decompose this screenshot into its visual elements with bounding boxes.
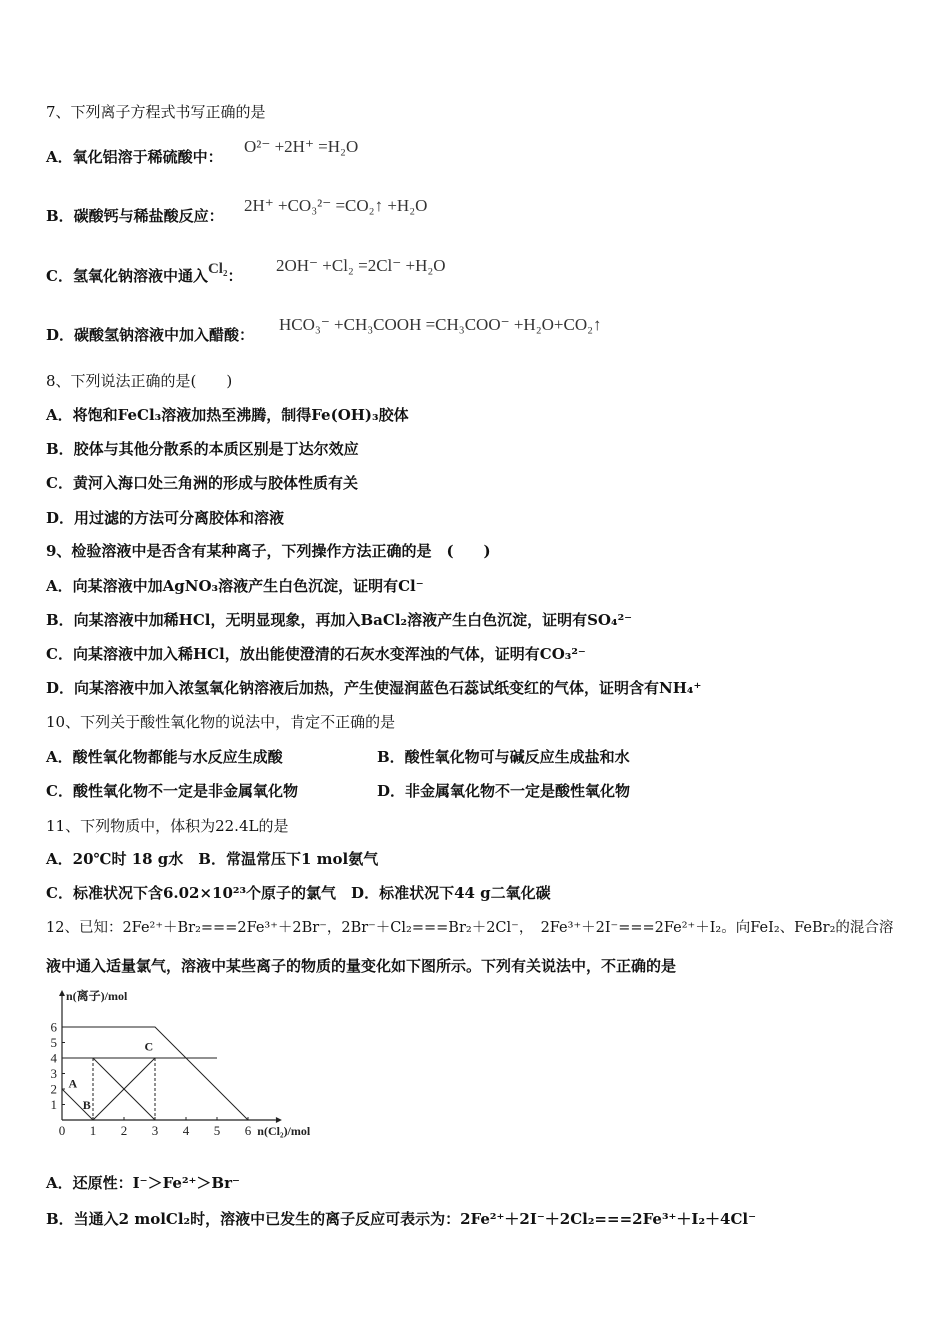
x-tick-label: 1: [89, 1123, 97, 1138]
point-label-B: B: [82, 1098, 91, 1113]
chart-axes: [51, 990, 282, 1138]
y-tick-label: 5: [50, 1035, 57, 1050]
q10-stem: 10、下列关于酸性氧化物的说法中，肯定不正确的是: [46, 713, 396, 731]
chart-labels: [66, 988, 311, 1138]
q7-option-c-sep: ：: [227, 267, 243, 285]
y-axis-label: n(离子)/mol: [66, 989, 128, 1003]
x-tick-label: 2: [120, 1123, 128, 1138]
q7-option-a: A．氧化铝溶于稀硫酸中：: [46, 148, 223, 166]
q7-option-c: [46, 261, 243, 287]
x-tick-label: 6: [244, 1123, 252, 1138]
y-tick-label: 6: [50, 1019, 57, 1035]
q7-option-b: B．碳酸钙与稀盐酸反应：: [46, 207, 224, 225]
q9-option-c: C．向某溶液中加入稀HCl，放出能使澄清的石灰水变浑浊的气体，证明有CO₃²⁻: [46, 645, 586, 663]
q10-option-b: B．酸性氧化物可与碱反应生成盐和水: [377, 748, 630, 766]
y-tick-label: 1: [50, 1097, 57, 1112]
q7-option-c-label: C．氢氧化钠溶液中通入: [46, 267, 208, 285]
x-axis-label: n(Cl₂)/mol: [257, 1124, 311, 1138]
y-tick-label: 4: [50, 1050, 57, 1066]
q8-option-a: A．将饱和FeCl₃溶液加热至沸腾，制得Fe(OH)₃胶体: [46, 406, 409, 424]
q9-stem: 9、检验溶液中是否含有某种离子，下列操作方法正确的是 ( ): [46, 542, 491, 560]
q7-option-c-cl2: Cl₂: [207, 261, 228, 277]
q10-option-c: C．酸性氧化物不一定是非金属氧化物: [46, 782, 298, 800]
q12-option-a: A．还原性：I⁻＞Fe²⁺＞Br⁻: [46, 1174, 240, 1192]
point-label-A: A: [68, 1076, 78, 1091]
q11-option-cd: C．标准状况下含6.02×10²³个原子的氯气 D．标准状况下44 g二氧化碳: [46, 884, 551, 902]
q8-option-c: C．黄河入海口处三角洲的形成与胶体性质有关: [46, 474, 358, 492]
q10-option-a: A．酸性氧化物都能与水反应生成酸: [46, 748, 283, 766]
q7-option-d-formula: HCO₃⁻ +CH₃COOH =CH₃COO⁻ +H₂O+CO₂↑: [279, 315, 602, 334]
q7-option-c-formula: 2OH⁻ +Cl₂ =2Cl⁻ +H₂O: [276, 256, 446, 275]
q9-option-a: A．向某溶液中加AgNO₃溶液产生白色沉淀，证明有Cl⁻: [46, 577, 424, 595]
q12-stem-line2: 液中通入适量氯气，溶液中某些离子的物质的量变化如下图所示。下列有关说法中，不正确的是: [46, 957, 677, 975]
q12-option-b: B．当通入2 molCl₂时，溶液中已发生的离子反应可表示为：2Fe²⁺＋2I⁻＋2Cl₂===2Fe³⁺＋I₂＋4Cl⁻: [46, 1210, 757, 1228]
y-tick-label: 3: [50, 1066, 57, 1081]
q8-stem: 8、下列说法正确的是( ): [46, 372, 233, 390]
y-tick-label: 2: [50, 1081, 57, 1097]
q10-option-d: D．非金属氧化物不一定是酸性氧化物: [377, 782, 631, 800]
x-axis-arrow: [276, 1117, 282, 1123]
q9-option-d: D．向某溶液中加入浓氢氧化钠溶液后加热，产生使湿润蓝色石蕊试纸变红的气体，证明含有NH₄⁺: [46, 679, 702, 697]
q9-option-b: B．向某溶液中加稀HCl，无明显现象，再加入BaCl₂溶液产生白色沉淀，证明有SO₄²⁻: [46, 611, 633, 629]
q7-option-b-formula: 2H⁺ +CO₃²⁻ =CO₂↑ +H₂O: [244, 196, 428, 215]
x-tick-label: 5: [213, 1123, 221, 1138]
q8-option-d: D．用过滤的方法可分离胶体和溶液: [46, 509, 285, 527]
x-tick-label: 4: [182, 1123, 190, 1138]
q8-option-b: B．胶体与其他分散系的本质区别是丁达尔效应: [46, 440, 359, 458]
x-tick-label: 3: [151, 1123, 159, 1138]
q7-stem: 7、下列离子方程式书写正确的是: [46, 103, 266, 121]
q11-option-ab: A．20℃时 18 g水 B．常温常压下1 mol氨气: [46, 850, 379, 868]
q7-option-d: D．碳酸氢钠溶液中加入醋酸：: [46, 326, 255, 344]
point-label-C: C: [144, 1039, 154, 1054]
q7-option-a-formula: O²⁻ +2H⁺ =H₂O: [244, 137, 359, 156]
q12-stem-line1: 12、已知：2Fe²⁺＋Br₂===2Fe³⁺＋2Br⁻，2Br⁻＋Cl₂===Br₂＋2Cl⁻， 2Fe³⁺＋2I⁻===2Fe²⁺＋I₂。向FeI₂、FeBr₂的混合溶: [46, 920, 894, 936]
q11-stem: 11、下列物质中，体积为22.4L的是: [46, 817, 289, 835]
y-axis-arrow: [59, 990, 65, 996]
ion-amount-chart: [40, 984, 340, 1144]
x-tick-label: 0: [58, 1123, 66, 1138]
